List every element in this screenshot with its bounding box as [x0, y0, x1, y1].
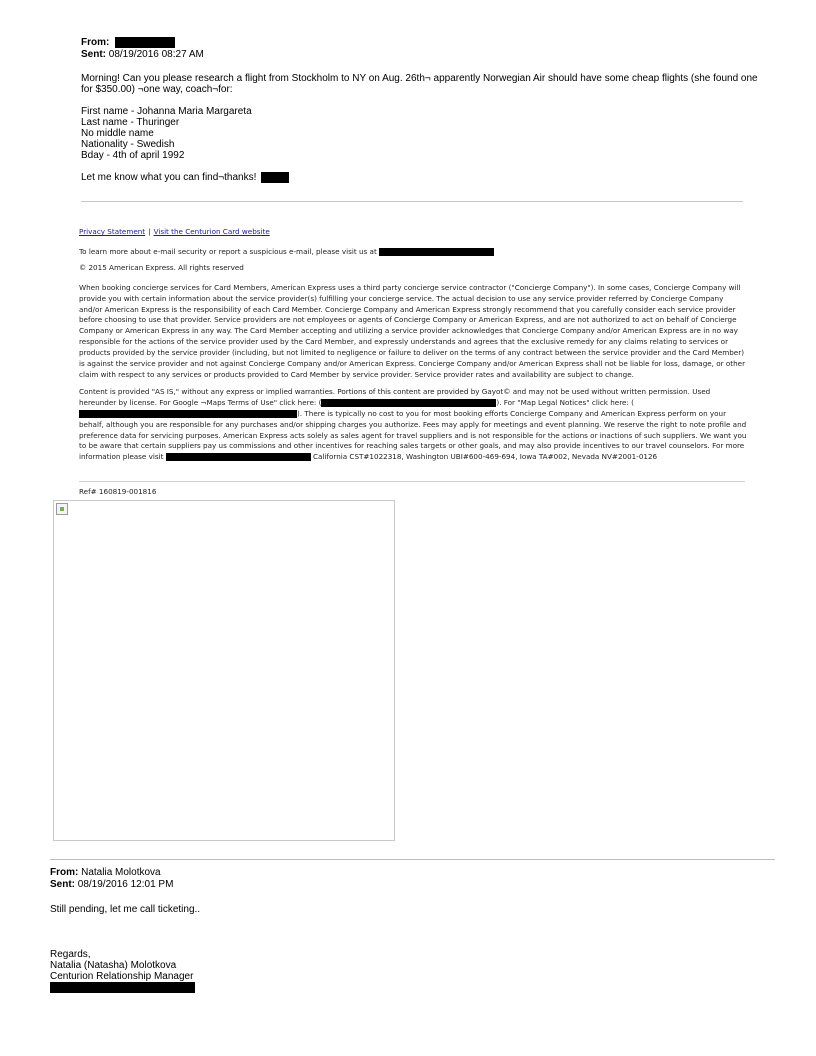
content-text-d: California CST#1022318, Washington UBI#600-469-694, Iowa TA#002, Nevada NV#2001-0126 [313, 452, 658, 462]
detail-line: Nationality - Swedish [81, 139, 175, 150]
divider [81, 201, 743, 202]
email-message-2 [50, 867, 750, 993]
copyright: © 2015 American Express. All rights reserved [79, 262, 244, 272]
detail-line: Last name - Thuringer [81, 117, 180, 128]
from-line [50, 867, 750, 879]
privacy-statement-link[interactable]: Privacy Statement [79, 227, 146, 236]
concierge-disclaimer: When booking concierge services for Card Members, American Express uses a third party concierge service contractor ("Concierge Company"). In some cases, Concierge Company will provide you with certain information about the service provider(s) fulfilling your concierge service. The actual decision to use any service provider referred by Concierge Company and/or American Express is the responsibility of each Card Member. Concierge Company and American Express strongly recommend that you carefully consider each service provider before choosing to use that provider. Service providers are not employees or agents of Concierge Company or American Express, and are not authorized to act on behalf of Concierge Company or American Express in any way. The Card Member accepting and utilizing a service provider acknowledges that Concierge Company and/or American Express are in no way responsible for the actions of the service provider used by the Card Member, and expressly understands and agrees that the exclusive remedy for any claims relating to services or products provided by the service provider (including, but not limited to negligence or failure to deliver on the terms of any contract between the service provider and the Card Member) is against the service provider and not against Concierge Company and/or American Express. Concierge Company and/or American Express shall not be liable for loss, damage, or other claim with respect to any services or products provided to Card Member by service provider. Service provider rates and availability are subject to change. [79, 282, 746, 379]
redacted-sender [115, 37, 175, 48]
sent-label: Sent: [81, 49, 106, 60]
centurion-website-link[interactable]: Visit the Centurion Card website [153, 227, 270, 236]
footer-divider [79, 481, 745, 482]
email-message-1 [81, 37, 761, 183]
content-text-c: ). There is typically no cost to you for most booking efforts Concierge Company and American Express perform on your behalf, although you are responsible for any purchases and/or shipping charges you authorize. Fees may apply for meetings and event planning. We reserve the right to note profile and preference data for servicing purposes. American Express acts solely as sales agent for travel suppliers and is not responsible for the actions or inactions of such suppliers. We want you to be aware that certain suppliers pay us commissions and other incentives for reaching sales targets or other goals, and may also provide incentives to our travel counselors. For more information please visit [79, 408, 747, 462]
footer-links [79, 227, 747, 238]
email-body: Morning! Can you please research a flight from Stockholm to NY on Aug. 26th¬ apparently Norwegian Air should have some cheap flights (she found one for $350.00) ¬one way, coach¬for: [81, 73, 758, 95]
detail-line: First name - Johanna Maria Margareta [81, 106, 252, 117]
closing-text: Let me know what you can find¬thanks! [81, 172, 257, 184]
passenger-details [81, 106, 761, 161]
redacted-contact [50, 982, 750, 993]
content-text-a: Content is provided "AS IS," without any express or implied warranties. Portions of this content are provided by Gayot© and may not be used without written permission. Used hereunder by license. For Google ¬Maps Terms of Use" click here: ( [79, 386, 711, 407]
redacted-url [379, 248, 494, 256]
sent-label: Sent: [50, 879, 75, 890]
redacted-signature [50, 982, 195, 993]
sent-value: 08/19/2016 08:27 AM [108, 49, 204, 60]
from-label: From: [50, 867, 79, 878]
link-separator: | [148, 227, 151, 236]
redacted-url [79, 410, 297, 418]
redacted-url [166, 453, 311, 461]
reference-number: Ref# 160819-001816 [79, 487, 157, 496]
content-disclaimer [79, 387, 747, 463]
sent-line [81, 49, 761, 61]
security-text: To learn more about e-mail security or report a suspicious e-mail, please visit us at [79, 246, 377, 256]
regards-line: Regards, [50, 949, 91, 960]
signature-title: Centurion Relationship Manager [50, 971, 194, 982]
email-divider [50, 859, 775, 860]
from-label: From: [81, 37, 110, 49]
from-line [81, 37, 761, 49]
email-body: Still pending, let me call ticketing.. [50, 904, 201, 915]
broken-image [53, 500, 395, 841]
broken-image-icon [56, 503, 68, 515]
detail-line: No middle name [81, 128, 154, 139]
from-value: Natalia Molotkova [81, 867, 161, 878]
sent-value: 08/19/2016 12:01 PM [77, 879, 174, 890]
content-text-b: ). For "Map Legal Notices" click here: ( [496, 397, 634, 407]
detail-line: Bday - 4th of april 1992 [81, 150, 185, 161]
redacted-url [321, 399, 496, 407]
sent-line [50, 879, 750, 891]
amex-footer [79, 227, 747, 463]
closing-line [81, 172, 761, 183]
security-note [79, 247, 747, 258]
redacted-name [261, 172, 289, 183]
signature-name: Natalia (Natasha) Molotkova [50, 960, 177, 971]
